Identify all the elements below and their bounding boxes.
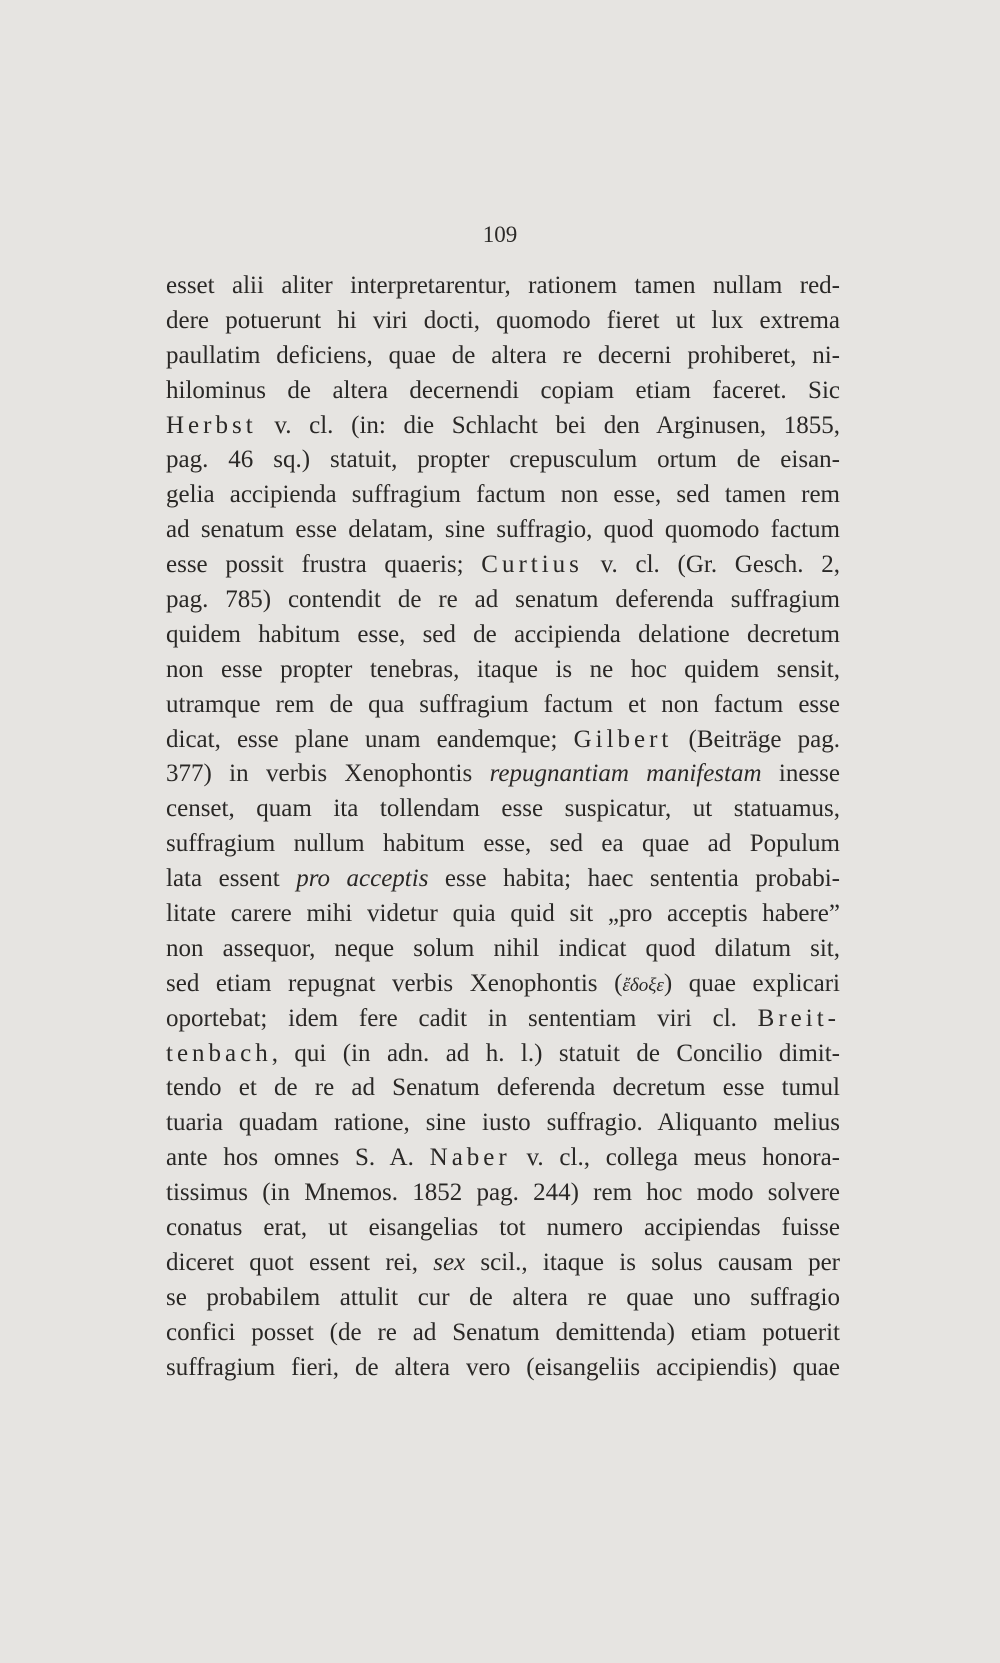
body-text: [166, 269, 840, 1386]
text-line: tenbach, qui (in adn. ad h. l.) statuit de Concilio dimit-: [166, 1039, 840, 1067]
text-line: lata essent pro acceptis esse habita; haec sententia probabi-: [166, 865, 840, 893]
text-line: censet, quam ita tollendam esse suspicatur, ut statuamus,: [166, 795, 840, 823]
text-line: utramque rem de qua suffragium factum et non factum esse: [166, 690, 840, 718]
text-line: non assequor, neque solum nihil indicat quod dilatum sit,: [166, 934, 840, 962]
text-line: ad senatum esse delatam, sine suffragio, quod quomodo factum: [166, 516, 840, 544]
text-line: hilominus de altera decernendi copiam etiam faceret. Sic: [166, 376, 840, 404]
text-line: gelia accipienda suffragium factum non esse, sed tamen rem: [166, 481, 840, 509]
author-name-breitenbach-cont: tenbach: [166, 1039, 272, 1067]
text-line: dicat, esse plane unam eandemque; Gilbert (Beiträge pag.: [166, 725, 840, 753]
text-line: paullatim deficiens, quae de altera re decerni prohiberet, ni-: [166, 341, 840, 369]
text-line: quidem habitum esse, sed de accipienda delatione decretum: [166, 620, 840, 648]
text-line: oportebat; idem fere cadit in sententiam viri cl. Breit-: [166, 1004, 840, 1032]
italic-phrase: repugnantiam manifestam: [489, 760, 762, 788]
text-line: conatus erat, ut eisangelias tot numero accipiendas fuisse: [166, 1214, 840, 1242]
italic-word: sex: [433, 1248, 466, 1276]
text-line: pag. 785) contendit de re ad senatum deferenda suffragium: [166, 586, 840, 614]
text-line: tendo et de re ad Senatum deferenda decretum esse tumul: [166, 1074, 840, 1102]
italic-phrase: pro acceptis: [296, 865, 429, 893]
author-name-curtius: Curtius: [481, 551, 583, 579]
text-line: se probabilem attulit cur de altera re quae uno suffragio: [166, 1283, 840, 1311]
text-line: litate carere mihi videtur quia quid sit „pro acceptis habere”: [166, 900, 840, 928]
author-name-breitenbach: Breit-: [757, 1004, 840, 1032]
author-name-naber: Naber: [429, 1144, 511, 1172]
text-line: 377) in verbis Xenophontis repugnantiam manifestam inesse: [166, 760, 840, 788]
text-line: esset alii aliter interpretarentur, rationem tamen nullam red-: [166, 272, 840, 299]
text-line: suffragium fieri, de altera vero (eisangeliis accipiendis) quae: [166, 1353, 840, 1381]
text-line: sed etiam repugnat verbis Xenophontis (ἔδοξε) quae explicari: [166, 969, 841, 997]
text-line: tissimus (in Mnemos. 1852 pag. 244) rem hoc modo solvere: [166, 1179, 840, 1207]
author-name-gilbert: Gilbert: [573, 725, 673, 753]
text-line: tuaria quadam ratione, sine iusto suffragio. Aliquanto melius: [166, 1109, 840, 1137]
text-line: suffragium nullum habitum esse, sed ea quae ad Populum: [166, 830, 840, 858]
text-line: diceret quot essent rei, sex scil., itaque is solus causam per: [166, 1248, 841, 1276]
text-line: ante hos omnes S. A. Naber v. cl., collega meus honora-: [166, 1144, 840, 1172]
author-name-herbst: Herbst: [166, 411, 257, 439]
page-number: 109: [482, 222, 518, 247]
text-line: dere potuerunt hi viri docti, quomodo fieret ut lux extrema: [166, 306, 840, 334]
text-line: pag. 46 sq.) statuit, propter crepusculum ortum de eisan-: [166, 446, 840, 474]
text-line: confici posset (de re ad Senatum demittenda) etiam potuerit: [166, 1318, 840, 1346]
greek-word: ἔδοξε: [622, 974, 664, 996]
text-line: non esse propter tenebras, itaque is ne hoc quidem sensit,: [166, 655, 840, 683]
text-line: Herbst v. cl. (in: die Schlacht bei den Arginusen, 1855,: [166, 411, 840, 439]
text-line: esse possit frustra quaeris; Curtius v. cl. (Gr. Gesch. 2,: [166, 551, 840, 579]
